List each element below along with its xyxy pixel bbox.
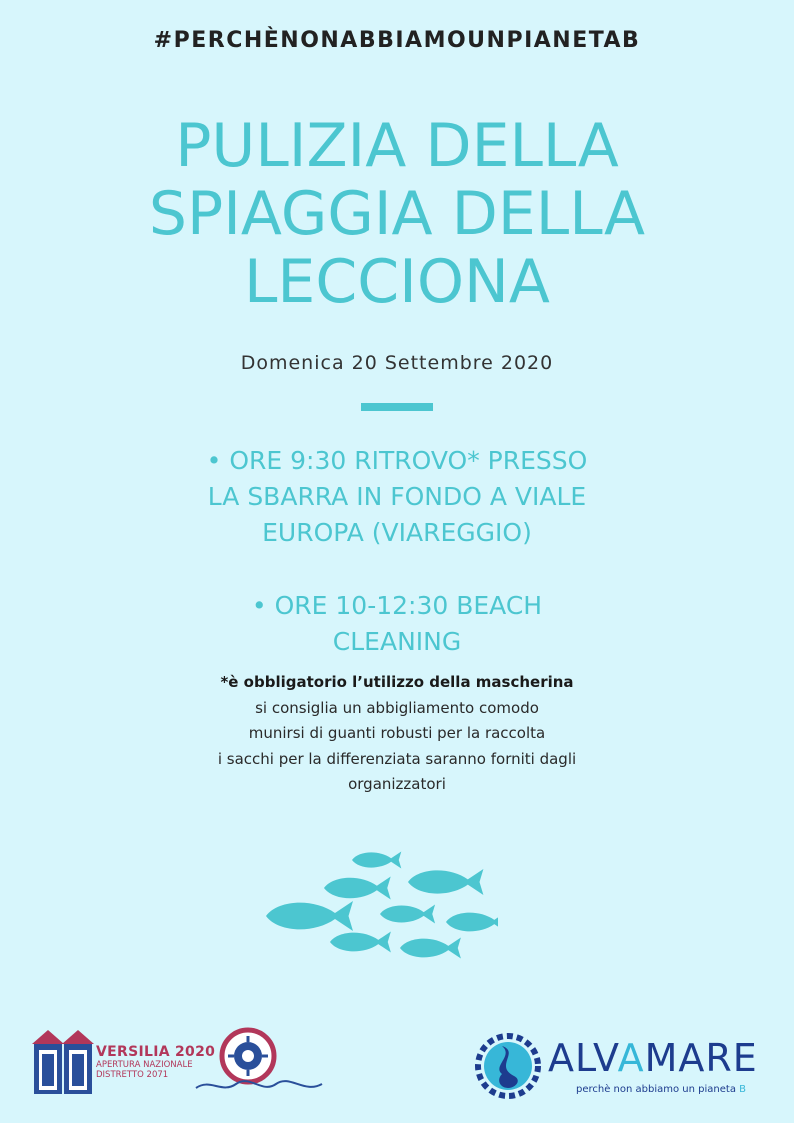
event-title xyxy=(60,112,734,316)
schedule-line: CLEANING xyxy=(332,627,462,656)
fish-icon xyxy=(330,932,391,953)
schedule-line: LA SBARRA IN FONDO A VIALE xyxy=(207,482,587,511)
fish-school-illustration xyxy=(258,842,498,968)
title-line: SPIAGGIA DELLA xyxy=(148,179,646,249)
fish-icon xyxy=(352,852,401,869)
title-line: LECCIONA xyxy=(244,247,550,317)
schedule-line: • ORE 10-12:30 BEACH xyxy=(251,591,543,620)
versilia-title: VERSILIA 2020 xyxy=(96,1044,216,1060)
schedule-item-cleaning xyxy=(100,588,694,660)
note-line: si consiglia un abbigliamento comodo xyxy=(255,698,539,717)
versilia-logo-text xyxy=(96,1044,215,1080)
gear-wave-icon xyxy=(472,1030,544,1102)
fish-icon xyxy=(324,877,391,900)
title-line: PULIZIA DELLA xyxy=(175,111,619,181)
schedule-item-meeting xyxy=(100,443,694,551)
fish-icon xyxy=(400,938,461,959)
note-line: munirsi di guanti robusti per la raccolta xyxy=(248,724,546,742)
fish-icon xyxy=(380,905,435,924)
event-notes xyxy=(100,670,694,798)
divider xyxy=(361,403,433,411)
alvamare-tagline: perchè non abbiamo un pianeta B xyxy=(576,1084,747,1095)
note-line: i sacchi per la differenziata saranno forniti dagli xyxy=(217,749,577,768)
mask-requirement: *è obbligatorio l’utilizzo della mascherina xyxy=(220,673,574,691)
alvamare-name: ALVAMARE xyxy=(548,1036,758,1080)
hashtag-heading: #PERCHÈNONABBIAMOUNPIANETAB xyxy=(153,28,641,53)
versilia-district: DISTRETTO 2071 xyxy=(96,1070,169,1080)
schedule-line: • ORE 9:30 RITROVO* PRESSO xyxy=(206,446,588,475)
event-date: Domenica 20 Settembre 2020 xyxy=(240,352,554,374)
alvamare-logo xyxy=(472,1030,782,1100)
fish-icon xyxy=(446,912,498,933)
schedule-line: EUROPA (VIAREGGIO) xyxy=(262,518,532,547)
note-line: organizzatori xyxy=(348,775,446,793)
fish-icon xyxy=(408,869,483,895)
versilia-subtitle: APERTURA NAZIONALE xyxy=(96,1060,193,1070)
fish-icon xyxy=(266,901,353,931)
